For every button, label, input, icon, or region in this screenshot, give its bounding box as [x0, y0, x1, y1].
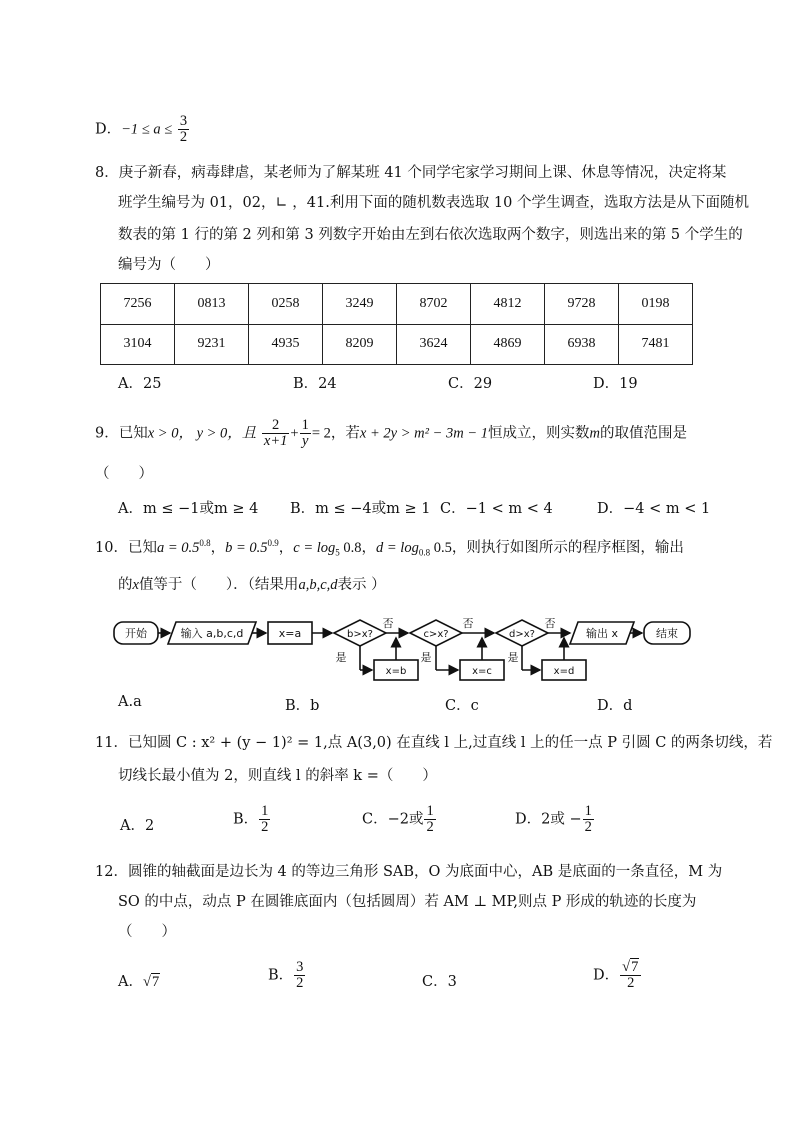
q8-line-4: 编号为（ ） [118, 257, 220, 273]
table-cell: 7481 [619, 324, 693, 365]
q12-option-c: C．3 [422, 974, 457, 990]
table-row [101, 284, 693, 325]
q12-line-1: 12．圆锥的轴截面是边长为 4 的等边三角形 SAB，O 为底面中心，AB 是底面的一条直径，M 为 [95, 864, 723, 880]
q10-option-d: D．d [597, 698, 633, 714]
flow-yes-label-3: 是 [507, 651, 519, 664]
flow-set-d-label: x=d [553, 666, 575, 677]
q8-line-2: 班学生编号为 01，02，∟ ，41.利用下面的随机数表选取 10 个学生调查，选取方法是从下面随机 [118, 195, 749, 211]
q8-option-a: A．25 [118, 376, 162, 392]
flow-no-label-3: 否 [544, 617, 556, 630]
table-cell: 4935 [249, 324, 323, 365]
flow-output-label: 输出 x [585, 627, 619, 640]
flow-end-label: 结束 [656, 627, 678, 640]
q8-line-1: 8．庚子新春，病毒肆虐，某老师为了解某班 41 个同学宅家学习期间上课、休息等情况，决定将某 [95, 165, 727, 181]
flow-yes-label-2: 是 [420, 651, 432, 664]
q10-option-a: A.a [118, 694, 142, 710]
table-cell: 0813 [175, 284, 249, 325]
table-cell: 6938 [545, 324, 619, 365]
flow-assign-label: x=a [278, 627, 302, 640]
q8-option-c: C．29 [448, 376, 493, 392]
q10-line-2: 的x值等于（ ）．（结果用a,b,c,d表示 ） [118, 577, 386, 593]
flow-decision-3-label: d>x? [509, 629, 535, 640]
q11-line-2: 切线长最小值为 2，则直线 l 的斜率 k =（ ） [118, 768, 437, 784]
q10-option-b: B．b [285, 698, 320, 714]
q11-option-d: D．2或 − $\frac{1}{2}$ [515, 803, 592, 836]
table-cell: 0258 [249, 284, 323, 325]
q9-option-a: A．m ≤ −1或m ≥ 4 [118, 501, 259, 517]
table-cell: 3624 [397, 324, 471, 365]
table-row [101, 324, 693, 365]
q8-option-d: D．19 [593, 376, 638, 392]
flowchart [110, 612, 700, 682]
q12-option-b: B． $\frac{3}{2}$ [268, 959, 304, 992]
flow-start-label: 开始 [125, 627, 147, 640]
q12-line-2: SO 的中点，动点 P 在圆锥底面内（包括圆周）若 AM ⊥ MP,则点 P 形成的轨迹的长度为 [118, 894, 697, 910]
q7-fraction: $\frac{3}{2}$ [179, 113, 188, 146]
flow-input-label: 输入 a,b,c,d [180, 627, 244, 640]
table-cell: 7256 [101, 284, 175, 325]
random-number-table [100, 283, 693, 365]
q7-option-d: D．−1 ≤ a ≤ $\frac{3}{2}$ [95, 113, 188, 146]
q8-option-b: B．24 [293, 376, 337, 392]
flow-decision-2-label: c>x? [423, 629, 449, 640]
flow-no-label-1: 否 [382, 617, 394, 630]
table-cell: 0198 [619, 284, 693, 325]
table-cell: 3104 [101, 324, 175, 365]
q12-line-3: （ ） [118, 924, 176, 940]
q11-option-c: C．−2或 $\frac{1}{2}$ [362, 803, 434, 836]
q12-option-d: D． $\frac{√7}{2}$ [593, 960, 642, 991]
table-cell: 4812 [471, 284, 545, 325]
q8-line-3: 数表的第 1 行的第 2 列和第 3 列数字开始由左到右依次选取两个数字，则选出来的第 5 个学生的 [118, 227, 743, 243]
q11-option-b: B． $\frac{1}{2}$ [233, 803, 269, 836]
q11-option-a: A．2 [120, 818, 155, 834]
flow-decision-1-label: b>x? [347, 629, 373, 640]
q10-option-c: C．c [445, 698, 479, 714]
table-cell: 9231 [175, 324, 249, 365]
table-cell: 4869 [471, 324, 545, 365]
q12-option-a: A．√7 [118, 974, 160, 990]
q11-line-1: 11．已知圆 C : x² + (y − 1)² = 1,点 A(3,0) 在直线 l 上,过直线 l 上的任一点 P 引圆 C 的两条切线，若 [95, 735, 773, 751]
q9-option-d: D．−4 < m < 1 [597, 501, 711, 517]
flow-no-label-2: 否 [462, 617, 474, 630]
q9-option-c: C．−1 < m < 4 [440, 501, 553, 517]
q10-line-1: 10．已知$a = 0.5^{0.8}$，$b = 0.5^{0.9}$，$c = \log_5 0.8$，$d = \log_{0.8} 0.5$，则执行如图所示的程序框图，输出 [95, 538, 684, 558]
flow-set-c-label: x=c [472, 666, 492, 677]
q9-line-1: 9．已知x > 0， y > 0，且 $\frac{2}{x+1}$ + $\frac{1}{y}$ = 2，若x + 2y > m² − 3m − 1恒成立，则实数m的取值范围是 [95, 417, 687, 450]
q9-option-b: B．m ≤ −4或m ≥ 1 [290, 501, 431, 517]
q9-paren: （ ） [95, 466, 153, 482]
table-cell: 9728 [545, 284, 619, 325]
table-cell: 8209 [323, 324, 397, 365]
flow-set-b-label: x=b [385, 666, 407, 677]
table-cell: 8702 [397, 284, 471, 325]
flow-yes-label-1: 是 [335, 651, 347, 664]
table-cell: 3249 [323, 284, 397, 325]
